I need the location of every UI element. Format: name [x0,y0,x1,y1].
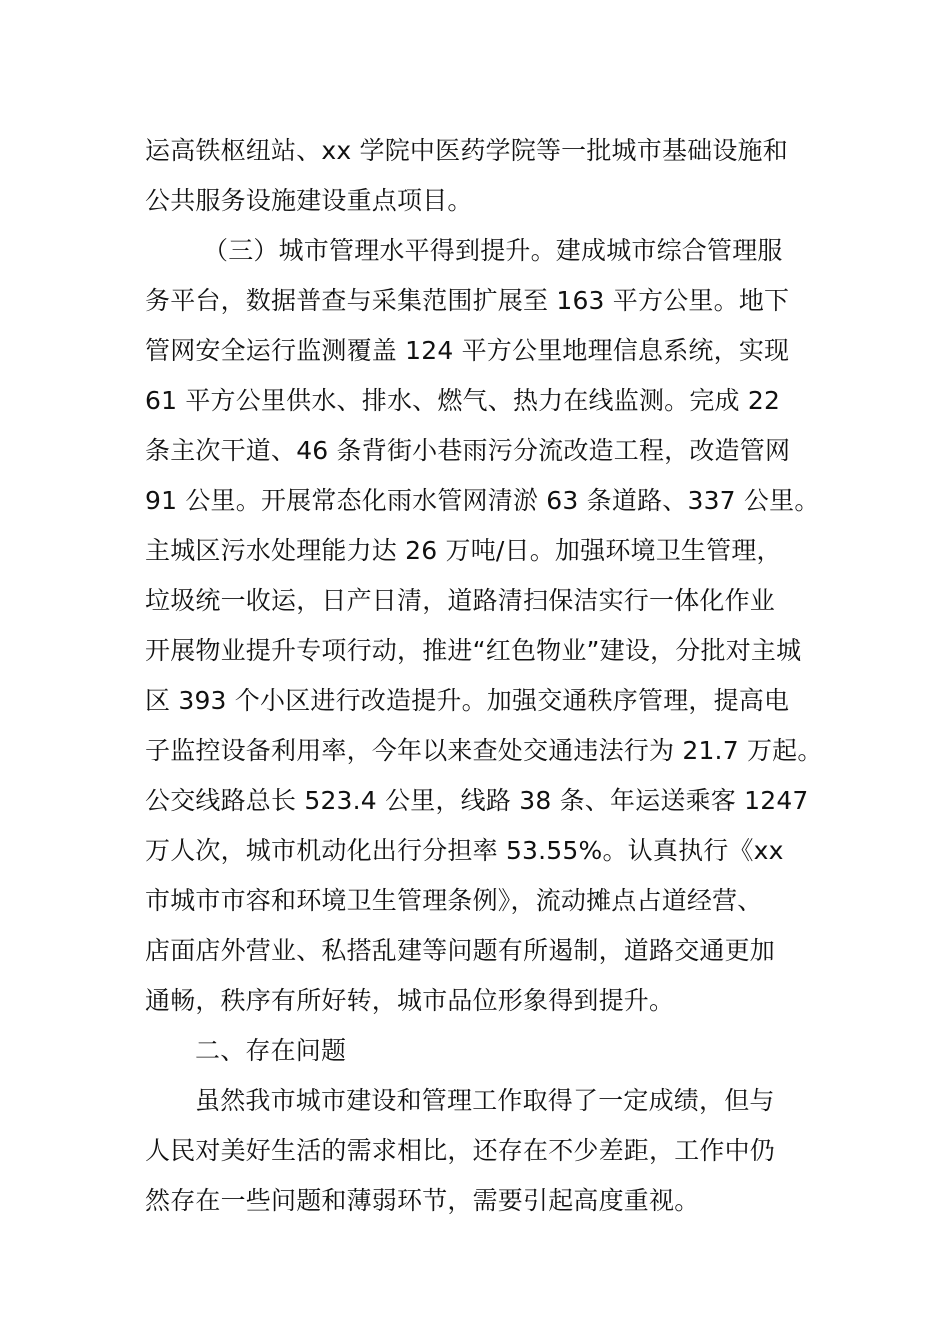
text-line: 条主次干道、46 条背街小巷雨污分流改造工程，改造管网 [145,436,791,465]
text-line: 子监控设备利用率，今年以来查处交通违法行为 21.7 万起。 [145,736,823,765]
text-line: 务平台，数据普查与采集范围扩展至 163 平方公里。地下 [145,286,790,315]
text-line: 61 平方公里供水、排水、燃气、热力在线监测。完成 22 [145,386,781,415]
text-line: 管网安全运行监测覆盖 124 平方公里地理信息系统，实现 [145,336,790,365]
text-line: 万人次，城市机动化出行分担率 53.55%。认真执行《xx [145,836,784,865]
text-line: 人民对美好生活的需求相比，还存在不少差距，工作中仍 [145,1136,776,1165]
text-line: 然存在一些问题和薄弱环节，需要引起高度重视。 [145,1186,700,1215]
text-line: 开展物业提升专项行动，推进“红色物业”建设，分批对主城 [145,636,802,665]
text-line: 区 393 个小区进行改造提升。加强交通秩序管理，提高电 [145,686,790,715]
section-heading: 二、存在问题 [195,1036,347,1065]
text-line: 市城市市容和环境卫生管理条例》，流动摊点占道经营、 [145,886,763,915]
text-line: 垃圾统一收运，日产日清，道路清扫保洁实行一体化作业 [145,586,776,615]
text-line: 主城区污水处理能力达 26 万吨/日。加强环境卫生管理， [145,536,782,565]
text-line: 公共服务设施建设重点项目。 [145,186,473,215]
text-line: 店面店外营业、私搭乱建等问题有所遏制，道路交通更加 [145,936,776,965]
text-line: 公交线路总长 523.4 公里，线路 38 条、年运送乘客 1247 [145,786,809,815]
section-heading: （三）城市管理水平得到提升。建成城市综合管理服 [203,236,783,265]
text-line: 通畅，秩序有所好转，城市品位形象得到提升。 [145,986,675,1015]
text-line: 虽然我市城市建设和管理工作取得了一定成绩，但与 [195,1086,775,1115]
text-line: 91 公里。开展常态化雨水管网清淤 63 条道路、337 公里。 [145,486,820,515]
text-line: 运高铁枢纽站、xx 学院中医药学院等一批城市基础设施和 [145,136,788,165]
